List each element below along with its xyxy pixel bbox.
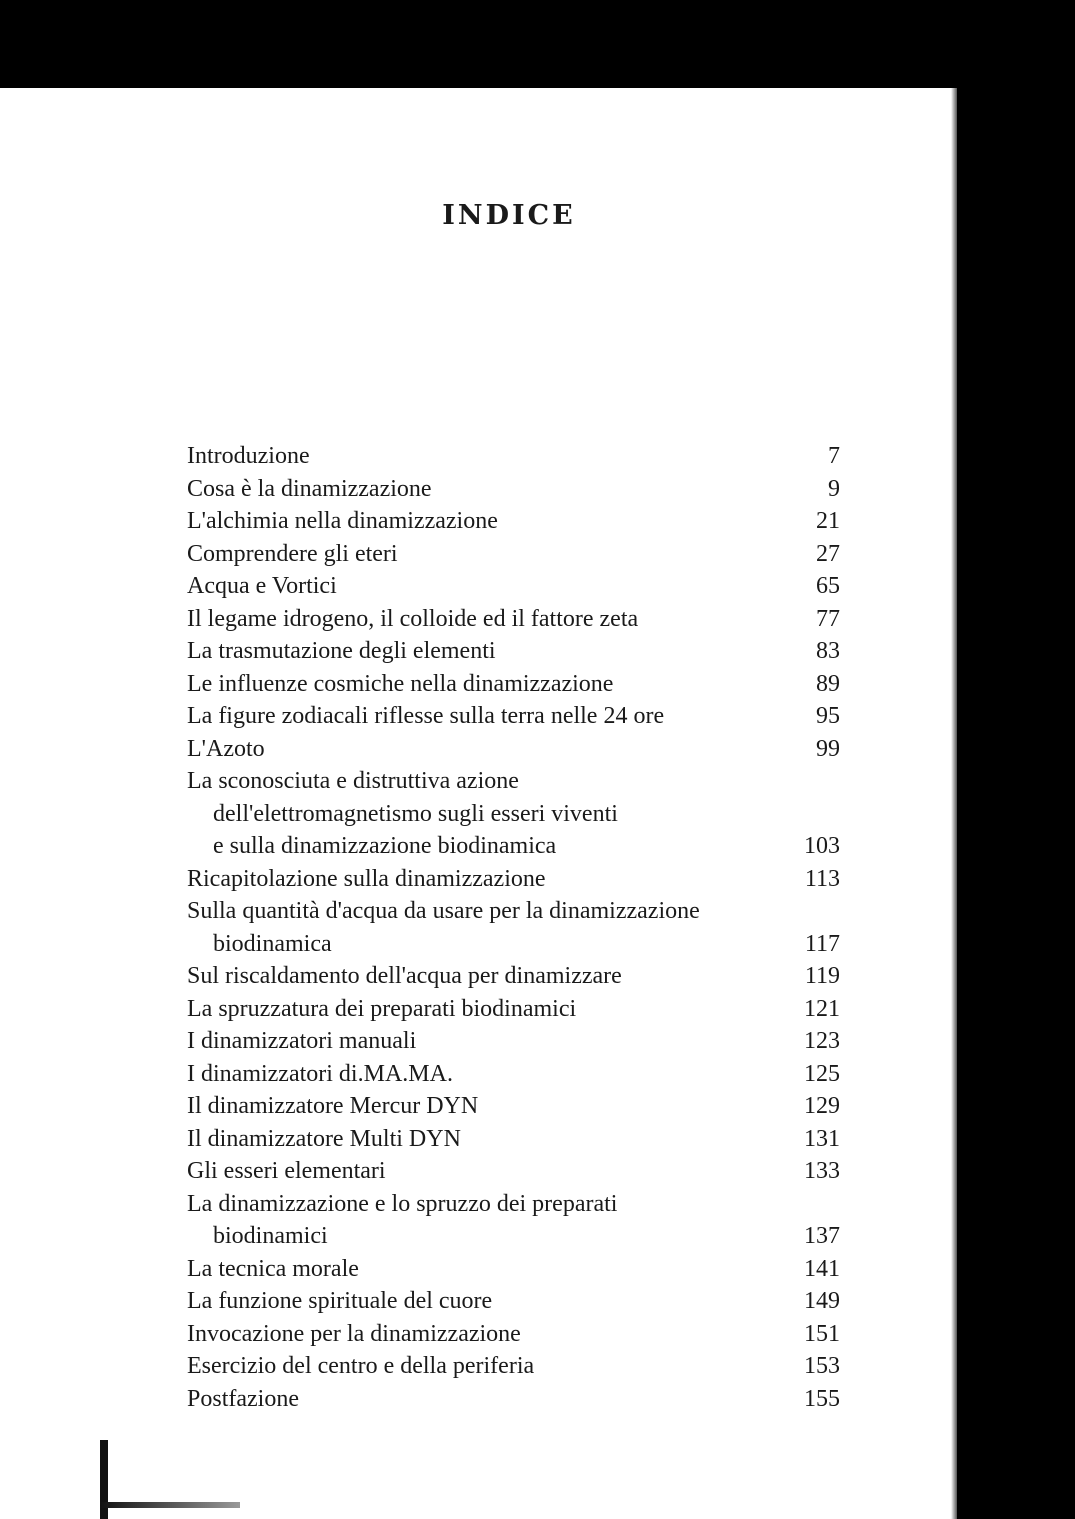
toc-entry-title [187, 635, 496, 668]
toc-entry-title [187, 1253, 359, 1286]
toc-entry-title [187, 1285, 492, 1318]
toc-entry-title [187, 960, 622, 993]
toc-entry [187, 505, 840, 538]
toc-entry-page-number: 7 [828, 443, 840, 469]
toc-entry [187, 1318, 840, 1351]
toc-entry-page-number: 113 [804, 865, 840, 892]
toc-entry-page-number: 83 [816, 638, 840, 664]
toc-entry [187, 603, 840, 636]
toc-entry-title-line: L'alchimia nella dinamizzazione [187, 508, 498, 534]
toc-entry [187, 863, 840, 896]
toc-entry-title-line: La funzione spirituale del cuore [187, 1288, 493, 1314]
toc-entry-title-line: La trasmutazione degli elementi [187, 638, 496, 664]
toc-entry [187, 668, 840, 701]
toc-entry-title-line: Le influenze cosmiche nella dinamizzazione [187, 670, 614, 697]
toc-entry-title [187, 668, 613, 701]
toc-entry-page-number: 137 [804, 1223, 840, 1249]
toc-entry-page-number: 77 [816, 605, 840, 632]
toc-entry-title [187, 1350, 534, 1383]
scan-border-top [0, 0, 1075, 88]
toc-entry-title [187, 1058, 453, 1091]
toc-entry-title-line: biodinamica [213, 930, 332, 957]
toc-entry-page-number: 151 [804, 1320, 840, 1347]
toc-entry [187, 1285, 840, 1318]
toc-entry [187, 635, 840, 668]
scan-line-bottom [100, 1502, 240, 1508]
toc-entry-title-line: Esercizio del centro e della periferia [187, 1353, 535, 1379]
toc-entry-title-line: Il dinamizzatore Mercur DYN [187, 1093, 479, 1119]
toc-entry-title [187, 1090, 478, 1123]
toc-entry-page-number: 21 [816, 508, 840, 534]
toc-entry-page-number: 89 [816, 670, 840, 697]
toc-entry [187, 1253, 840, 1286]
toc-entry-title [187, 733, 265, 766]
toc-entry [187, 765, 840, 863]
toc-entry-title-line: La tecnica morale [187, 1255, 359, 1282]
toc-entry-title [187, 570, 337, 603]
toc-entry-page-number: 103 [804, 833, 840, 859]
toc-entry-page-number: 149 [804, 1288, 840, 1314]
toc-entry-title-line: Ricapitolazione sulla dinamizzazione [187, 865, 546, 892]
toc-entry-title-line: La spruzzatura dei preparati biodinamici [187, 995, 577, 1022]
toc-entry-title [187, 1155, 386, 1188]
toc-entry-title-line: Il legame idrogeno, il colloide ed il fattore zeta [187, 605, 639, 632]
toc-entry [187, 1058, 840, 1091]
toc-entry-page-number: 65 [816, 573, 840, 599]
toc-entry-page-number: 153 [804, 1353, 840, 1379]
toc-entry-title-line: Postfazione [187, 1385, 299, 1412]
toc-entry-title [187, 505, 498, 538]
toc-entry-title [187, 603, 638, 636]
toc-entry-page-number: 121 [804, 995, 840, 1022]
toc-entry-title-line: I dinamizzatori manuali [187, 1028, 417, 1054]
toc-entry [187, 1383, 840, 1416]
toc-entry-page-number: 99 [816, 735, 840, 762]
toc-entry-title-line: Il dinamizzatore Multi DYN [187, 1125, 461, 1152]
toc-entry-title-line: Cosa è la dinamizzazione [187, 475, 432, 502]
toc-entry-page-number: 119 [804, 963, 840, 989]
toc-entry-title [187, 993, 576, 1026]
toc-entry-title [187, 1318, 521, 1351]
toc-entry-page-number: 27 [816, 540, 840, 567]
toc-entry [187, 1155, 840, 1188]
toc-entry-title [187, 538, 398, 571]
toc-entry-title-line: dell'elettromagnetismo sugli esseri viventi [213, 800, 618, 827]
toc-entry [187, 473, 840, 506]
toc-entry-title [187, 765, 618, 863]
toc-entry-title-line: biodinamici [213, 1223, 328, 1249]
toc-entry-page-number: 155 [804, 1385, 840, 1412]
toc-entry [187, 960, 840, 993]
toc-entry-title [187, 863, 546, 896]
toc-entry-title [187, 1025, 416, 1058]
toc-entry-title-line: Comprendere gli eteri [187, 540, 398, 567]
toc-entry-title-line: L'Azoto [187, 735, 265, 762]
toc-entry [187, 538, 840, 571]
toc-entry-title [187, 473, 432, 506]
toc-entry-title-line: I dinamizzatori di.MA.MA. [187, 1060, 453, 1087]
toc-entry [187, 1090, 840, 1123]
toc-entry [187, 440, 840, 473]
toc-entry-title [187, 700, 664, 733]
toc-entry-page-number: 125 [804, 1060, 840, 1087]
toc-entry-title-line: La figure zodiacali riflesse sulla terra nelle 24 ore [187, 703, 665, 729]
toc-entry-title [187, 1383, 299, 1416]
toc-entry-title [187, 895, 700, 960]
toc-entry-title-line: Invocazione per la dinamizzazione [187, 1320, 521, 1347]
toc-entry-title-line: Gli esseri elementari [187, 1158, 386, 1184]
toc-entry-page-number: 95 [816, 703, 840, 729]
toc-entry-page-number: 9 [828, 475, 840, 502]
toc-entry-page-number: 117 [804, 930, 840, 957]
toc-entry-page-number: 141 [804, 1255, 840, 1282]
toc-entry-page-number: 129 [804, 1093, 840, 1119]
toc-entry [187, 1350, 840, 1383]
toc-entry-title-line: Introduzione [187, 443, 310, 469]
toc-entry-title [187, 1188, 617, 1253]
toc-entry-page-number: 133 [804, 1158, 840, 1184]
table-of-contents [187, 440, 840, 1415]
toc-entry [187, 1188, 840, 1253]
toc-entry-title [187, 440, 310, 473]
toc-entry-title-line: Sulla quantità d'acqua da usare per la dinamizzazione [187, 898, 700, 924]
scan-page-edge [951, 88, 957, 1519]
toc-entry-title-line: La sconosciuta e distruttiva azione [187, 768, 519, 794]
page-title: INDICE [442, 200, 576, 231]
toc-entry [187, 1123, 840, 1156]
toc-entry [187, 570, 840, 603]
toc-entry [187, 993, 840, 1026]
toc-entry-title [187, 1123, 461, 1156]
toc-entry-title-line: Sul riscaldamento dell'acqua per dinamizzare [187, 963, 622, 989]
toc-entry-page-number: 123 [804, 1028, 840, 1054]
toc-entry-page-number: 131 [804, 1125, 840, 1152]
toc-entry [187, 733, 840, 766]
toc-entry [187, 895, 840, 960]
toc-entry-title-line: Acqua e Vortici [187, 573, 337, 599]
toc-entry-title-line: e sulla dinamizzazione biodinamica [213, 833, 557, 859]
toc-entry [187, 1025, 840, 1058]
toc-entry [187, 700, 840, 733]
toc-entry-title-line: La dinamizzazione e lo spruzzo dei preparati [187, 1190, 618, 1217]
